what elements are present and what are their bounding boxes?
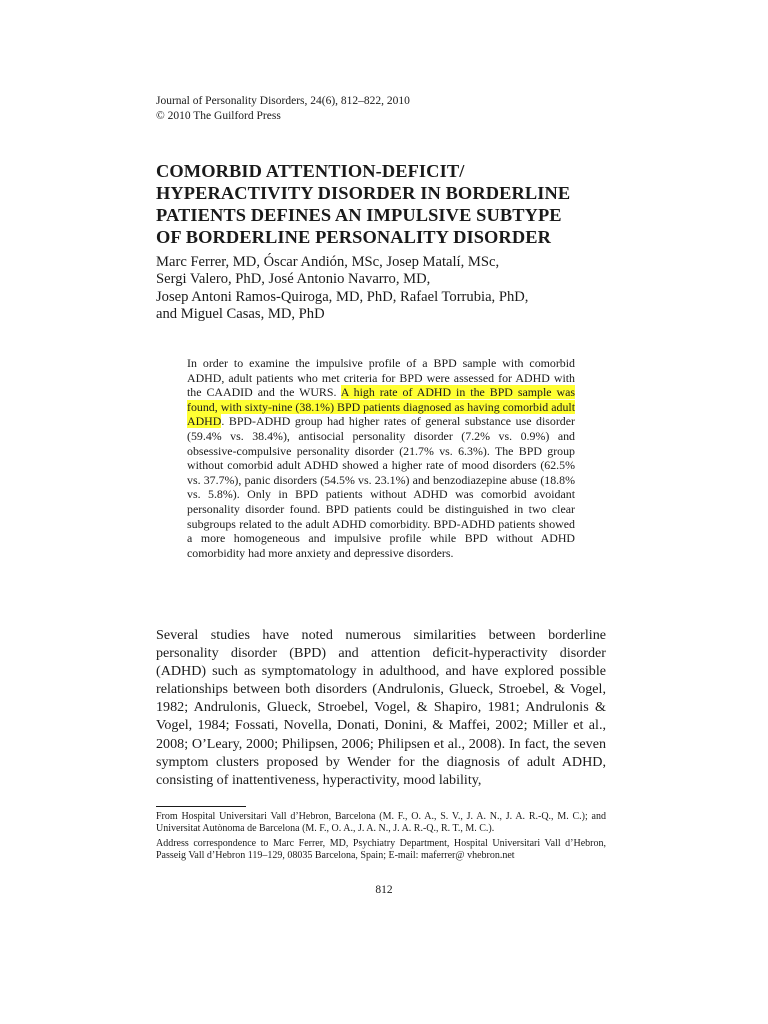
footnote-correspondence: Address correspondence to Marc Ferrer, MD, Psychiatry Department, Hospital Universitari Vall d’Hebron, Passeig Vall d’Hebron 119–129, 08035 Barcelona, Spain; E-mail: maferrer@ vhebron.net — [156, 838, 606, 862]
journal-header — [156, 94, 410, 124]
title-line: PATIENTS DEFINES AN IMPULSIVE SUBTYPE — [156, 205, 562, 225]
author-line: Josep Antoni Ramos-Quiroga, MD, PhD, Rafael Torrubia, PhD, — [156, 288, 529, 305]
article-title — [156, 160, 626, 248]
footnote-affiliation: From Hospital Universitari Vall d’Hebron, Barcelona (M. F., O. A., S. V., J. A. N., J. A. R.-Q., M. C.); and Universitat Autònoma de Barcelona (M. F., O. A., J. A. N., J. A. R.-Q., R. T., M. C.). — [156, 811, 606, 835]
abstract-highlight[interactable]: A high rate of ADHD in the BPD sample was found, with sixty-nine (38.1%) BPD patients diagnosed as having comorbid adult ADHD — [187, 385, 575, 429]
title-line: HYPERACTIVITY DISORDER IN BORDERLINE — [156, 183, 571, 203]
journal-copyright: © 2010 The Guilford Press — [156, 110, 281, 122]
abstract-text-start: In order to examine the impulsive profile of a BPD sample with comorbid ADHD, adult patients who met criteria for BPD were assessed for ADHD with the CAADID and the WURS. — [187, 356, 575, 400]
body-paragraph: Several studies have noted numerous similarities between borderline personality disorder (BPD) and attention deficit-hyperactivity disorder (ADHD) such as symptomatology in adulthood, and have explored possible relationships between both disorders (Andrulonis, Glueck, Stroebel, & Vogel, 1982; Andrulonis, Glueck, Stroebel, Vogel, & Shapiro, 1981; Andrulonis & Vogel, 1984; Fossati, Novella, Donati, Donini, & Maffei, 2002; Miller et al., 2008; O’Leary, 2000; Philipsen, 2006; Philipsen et al., 2008). In fact, the seven symptom clusters proposed by Wender for the diagnosis of adult ADHD, consisting of inattentiveness, hyperactivity, mood lability, — [156, 627, 606, 788]
page-number: 812 — [375, 884, 393, 896]
title-line: OF BORDERLINE PERSONALITY DISORDER — [156, 227, 551, 247]
journal-citation: Journal of Personality Disorders, 24(6), 812–822, 2010 — [156, 95, 410, 107]
footnote-divider — [156, 806, 246, 807]
abstract-text-end: . BPD-ADHD group had higher rates of general substance use disorder (59.4% vs. 38.4%), antisocial personality disorder (7.2% vs. 0.9%) and obsessive-compulsive personality disorder (21.7% vs. 6.3%). The BPD group without comorbid adult ADHD showed a higher rate of mood disorders (62.5% vs. 37.7%), panic disorders (54.5% vs. 23.1%) and benzodiazepine abuse (18.8% vs. 5.8%). Only in BPD patients without ADHD was comorbid avoidant personality disorder found. BPD patients could be distinguished in two clear subgroups related to the adult ADHD comorbidity. BPD-ADHD patients showed a more homogeneous and impulsive profile while BPD without ADHD comorbidity had more anxiety and depressive disorders. — [187, 414, 575, 560]
author-list — [156, 254, 528, 324]
author-line: Sergi Valero, PhD, José Antonio Navarro, MD, — [156, 271, 431, 288]
author-line: and Miguel Casas, MD, PhD — [156, 306, 325, 323]
title-line: COMORBID ATTENTION-DEFICIT/ — [156, 161, 465, 181]
author-line: Marc Ferrer, MD, Óscar Andión, MSc, Josep Matalí, MSc, — [156, 254, 500, 270]
abstract — [187, 356, 575, 560]
